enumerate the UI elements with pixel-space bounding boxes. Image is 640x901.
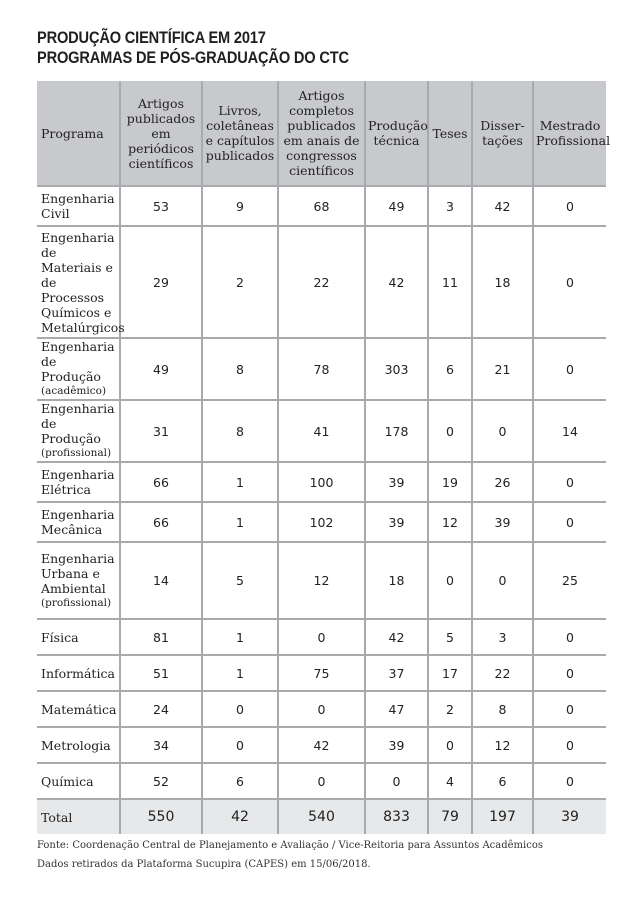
- header-row: [37, 81, 606, 186]
- program-subtitle: (profissional): [41, 447, 112, 459]
- value-cell: 51: [120, 655, 202, 691]
- value-cell: 12: [428, 502, 472, 542]
- program-cell: [37, 338, 120, 400]
- value-cell: 39: [472, 502, 533, 542]
- value-cell: 18: [365, 542, 428, 619]
- value-cell: 14: [533, 400, 606, 462]
- value-cell: 8: [202, 400, 278, 462]
- value-cell: 17: [428, 655, 472, 691]
- header-programa: Programa: [37, 81, 120, 186]
- value-cell: 5: [202, 542, 278, 619]
- value-cell: 8: [202, 338, 278, 400]
- value-cell: 102: [278, 502, 365, 542]
- value-cell: 78: [278, 338, 365, 400]
- program-cell: [37, 691, 120, 727]
- value-cell: 22: [472, 655, 533, 691]
- program-name: Informática: [41, 665, 115, 681]
- program-cell: [37, 186, 120, 226]
- total-value-cell: 197: [472, 799, 533, 834]
- value-cell: 0: [533, 502, 606, 542]
- value-cell: 49: [120, 338, 202, 400]
- total-value-cell: 833: [365, 799, 428, 834]
- header-producao-tecnica: Produção técnica: [365, 81, 428, 186]
- value-cell: 41: [278, 400, 365, 462]
- header-artigos-congressos: Artigos completos publicados em anais de congressos científicos: [278, 81, 365, 186]
- table-row: [37, 338, 606, 400]
- program-name: Engenharia Civil: [41, 191, 115, 221]
- value-cell: 6: [428, 338, 472, 400]
- total-value-cell: 39: [533, 799, 606, 834]
- value-cell: 39: [365, 727, 428, 763]
- value-cell: 12: [278, 542, 365, 619]
- program-name: Engenharia Elétrica: [41, 467, 115, 497]
- value-cell: 1: [202, 462, 278, 502]
- header-dissertacoes: Disser-tações: [472, 81, 533, 186]
- value-cell: 0: [202, 691, 278, 727]
- value-cell: 0: [533, 462, 606, 502]
- value-cell: 0: [472, 542, 533, 619]
- table-row: [37, 226, 606, 338]
- program-cell: [37, 655, 120, 691]
- value-cell: 0: [533, 619, 606, 655]
- value-cell: 18: [472, 226, 533, 338]
- total-value-cell: 42: [202, 799, 278, 834]
- value-cell: 0: [365, 763, 428, 799]
- value-cell: 42: [365, 226, 428, 338]
- program-name: Engenharia Mecânica: [41, 507, 115, 537]
- program-name: Química: [41, 773, 94, 789]
- page-title: [37, 28, 349, 68]
- value-cell: 9: [202, 186, 278, 226]
- value-cell: 0: [533, 727, 606, 763]
- value-cell: 75: [278, 655, 365, 691]
- value-cell: 0: [278, 619, 365, 655]
- program-name: Engenharia Urbana e Ambiental: [41, 550, 115, 596]
- value-cell: 68: [278, 186, 365, 226]
- source-line-2: Dados retirados da Plataforma Sucupira (CAPES) em 15/06/2018.: [37, 859, 371, 870]
- total-value-cell: 540: [278, 799, 365, 834]
- value-cell: 6: [472, 763, 533, 799]
- value-cell: 0: [428, 542, 472, 619]
- value-cell: 0: [533, 691, 606, 727]
- value-cell: 303: [365, 338, 428, 400]
- header-mestrado-profissional: Mestrado Profissional: [533, 81, 606, 186]
- header-teses: Teses: [428, 81, 472, 186]
- source-line-1: Fonte: Coordenação Central de Planejamento e Avaliação / Vice-Reitoria para Assuntos Acadêmicos: [37, 840, 543, 851]
- total-row: [37, 799, 606, 834]
- value-cell: 0: [533, 763, 606, 799]
- value-cell: 81: [120, 619, 202, 655]
- value-cell: 1: [202, 619, 278, 655]
- value-cell: 19: [428, 462, 472, 502]
- program-subtitle: (acadêmico): [41, 385, 107, 397]
- value-cell: 49: [365, 186, 428, 226]
- value-cell: 31: [120, 400, 202, 462]
- value-cell: 21: [472, 338, 533, 400]
- program-cell: [37, 502, 120, 542]
- table-row: [37, 691, 606, 727]
- value-cell: 0: [533, 226, 606, 338]
- value-cell: 100: [278, 462, 365, 502]
- value-cell: 6: [202, 763, 278, 799]
- value-cell: 178: [365, 400, 428, 462]
- table-row: [37, 542, 606, 619]
- table-row: [37, 400, 606, 462]
- header-artigos-periodicos: Artigos publicados em periódicos científicos: [120, 81, 202, 186]
- program-cell: [37, 763, 120, 799]
- program-name: Engenharia de Produção: [41, 339, 115, 384]
- value-cell: 34: [120, 727, 202, 763]
- program-name: Metrologia: [41, 737, 111, 753]
- program-subtitle: (profissional): [41, 596, 112, 609]
- value-cell: 12: [472, 727, 533, 763]
- program-cell: [37, 542, 120, 619]
- program-cell: [37, 462, 120, 502]
- value-cell: 42: [365, 619, 428, 655]
- table-row: [37, 655, 606, 691]
- value-cell: 5: [428, 619, 472, 655]
- value-cell: 29: [120, 226, 202, 338]
- value-cell: 0: [278, 763, 365, 799]
- program-cell: [37, 226, 125, 338]
- program-name: Engenharia de Materiais e de Processos Químicos e Metalúrgicos: [41, 229, 125, 335]
- value-cell: 37: [365, 655, 428, 691]
- program-name: Engenharia de Produção: [41, 401, 115, 446]
- table-row: [37, 619, 606, 655]
- value-cell: 14: [120, 542, 202, 619]
- value-cell: 11: [428, 226, 472, 338]
- header-livros: Livros, coletâneas e capítulos publicados: [202, 81, 278, 186]
- value-cell: 0: [533, 186, 606, 226]
- table-row: [37, 727, 606, 763]
- value-cell: 53: [120, 186, 202, 226]
- value-cell: 8: [472, 691, 533, 727]
- value-cell: 47: [365, 691, 428, 727]
- source-note: [37, 836, 543, 874]
- value-cell: 0: [533, 338, 606, 400]
- value-cell: 0: [428, 400, 472, 462]
- program-name: Matemática: [41, 701, 117, 717]
- value-cell: 26: [472, 462, 533, 502]
- program-cell: [37, 619, 120, 655]
- value-cell: 3: [472, 619, 533, 655]
- value-cell: 0: [428, 727, 472, 763]
- value-cell: 0: [202, 727, 278, 763]
- value-cell: 42: [472, 186, 533, 226]
- program-cell: [37, 727, 120, 763]
- value-cell: 22: [278, 226, 365, 338]
- value-cell: 0: [472, 400, 533, 462]
- total-value-cell: 550: [120, 799, 202, 834]
- production-table: [37, 81, 611, 834]
- title-line-2: PROGRAMAS DE PÓS-GRADUAÇÃO DO CTC: [37, 48, 349, 67]
- value-cell: 25: [533, 542, 606, 619]
- value-cell: 39: [365, 462, 428, 502]
- table-row: [37, 763, 606, 799]
- value-cell: 2: [428, 691, 472, 727]
- value-cell: 66: [120, 502, 202, 542]
- total-label: Total: [37, 799, 120, 834]
- value-cell: 0: [278, 691, 365, 727]
- value-cell: 1: [202, 502, 278, 542]
- value-cell: 1: [202, 655, 278, 691]
- value-cell: 2: [202, 226, 278, 338]
- value-cell: 0: [533, 655, 606, 691]
- table-row: [37, 502, 606, 542]
- value-cell: 42: [278, 727, 365, 763]
- total-value-cell: 79: [428, 799, 472, 834]
- title-line-1: PRODUÇÃO CIENTÍFICA EM 2017: [37, 28, 266, 47]
- value-cell: 39: [365, 502, 428, 542]
- value-cell: 66: [120, 462, 202, 502]
- program-cell: [37, 400, 120, 462]
- table-row: [37, 186, 606, 226]
- program-name: Física: [41, 629, 79, 645]
- value-cell: 3: [428, 186, 472, 226]
- value-cell: 4: [428, 763, 472, 799]
- value-cell: 52: [120, 763, 202, 799]
- table-row: [37, 462, 606, 502]
- value-cell: 24: [120, 691, 202, 727]
